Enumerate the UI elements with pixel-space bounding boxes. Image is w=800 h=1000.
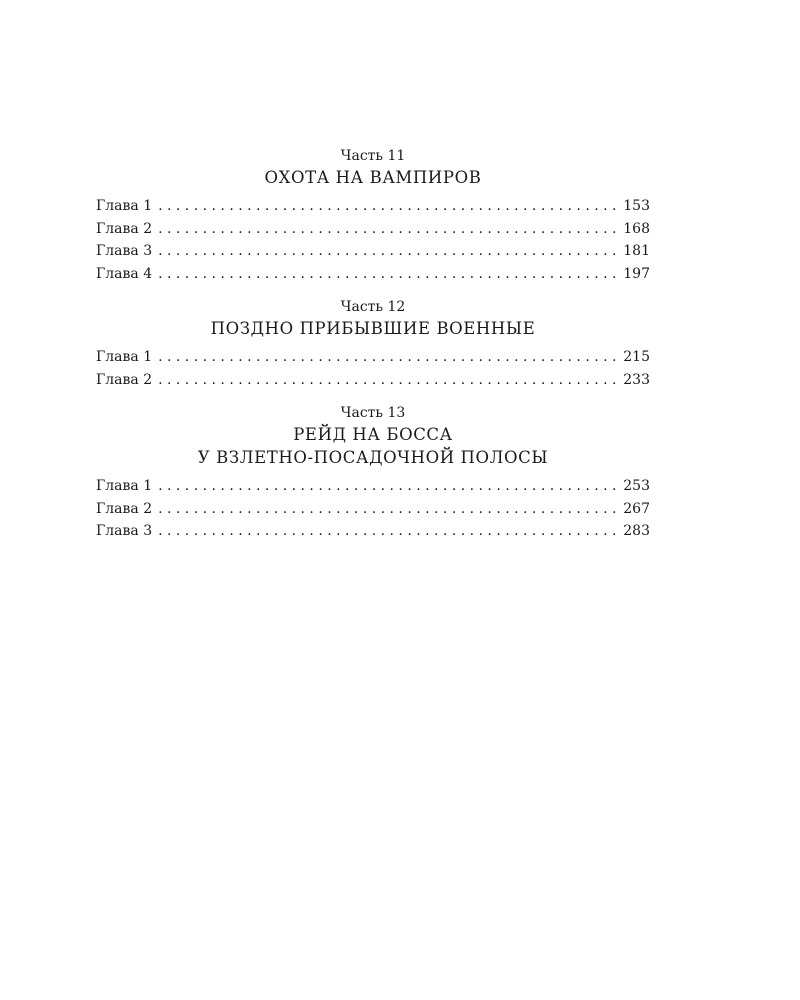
toc-entry[interactable] — [96, 369, 650, 392]
chapter-label: Глава 2 — [96, 500, 153, 517]
toc-entry[interactable] — [96, 520, 650, 543]
page-number: 181 — [623, 243, 650, 259]
toc-entry[interactable] — [96, 475, 650, 498]
chapter-label: Глава 2 — [96, 371, 153, 388]
page-number: 267 — [623, 500, 650, 517]
dot-leader — [158, 240, 619, 263]
page-number: 168 — [623, 220, 650, 237]
dot-leader — [158, 263, 619, 286]
page-number: 153 — [623, 198, 650, 214]
page-number: 215 — [623, 349, 650, 365]
part-label: Часть 11 — [340, 148, 406, 164]
part-label: Часть 12 — [340, 299, 406, 315]
table-of-contents — [96, 146, 650, 555]
dot-leader — [158, 346, 619, 369]
dot-leader — [158, 520, 619, 543]
toc-entry[interactable] — [96, 218, 650, 241]
part-title-line-2: У ВЗЛЕТНО-ПОСАДОЧНОЙ ПОЛОСЫ — [197, 448, 549, 467]
dot-leader — [158, 475, 619, 498]
part-title: ОХОТА НА ВАМПИРОВ — [264, 168, 482, 187]
toc-entry[interactable] — [96, 195, 650, 218]
chapter-label: Глава 1 — [96, 349, 153, 365]
chapter-label: Глава 1 — [96, 478, 153, 494]
chapter-label: Глава 3 — [96, 243, 153, 259]
dot-leader — [158, 498, 619, 521]
part-title: ПОЗДНО ПРИБЫВШИЕ ВОЕННЫЕ — [210, 319, 536, 338]
page-number: 197 — [623, 265, 650, 282]
toc-part — [96, 146, 650, 285]
chapter-label: Глава 3 — [96, 523, 153, 539]
part-title: РЕЙД НА БОССА — [293, 425, 453, 444]
toc-entry[interactable] — [96, 346, 650, 369]
part-label: Часть 13 — [340, 405, 406, 421]
page-number: 233 — [623, 371, 650, 388]
dot-leader — [158, 195, 619, 218]
page-number: 253 — [623, 478, 650, 494]
chapter-label: Глава 4 — [96, 265, 153, 282]
dot-leader — [158, 218, 619, 241]
toc-entry[interactable] — [96, 498, 650, 521]
chapter-label: Глава 1 — [96, 198, 153, 214]
chapter-label: Глава 2 — [96, 220, 153, 237]
toc-entry[interactable] — [96, 263, 650, 286]
toc-part — [96, 403, 650, 543]
dot-leader — [158, 369, 619, 392]
toc-part — [96, 297, 650, 391]
page-number: 283 — [623, 523, 650, 539]
toc-entry[interactable] — [96, 240, 650, 263]
